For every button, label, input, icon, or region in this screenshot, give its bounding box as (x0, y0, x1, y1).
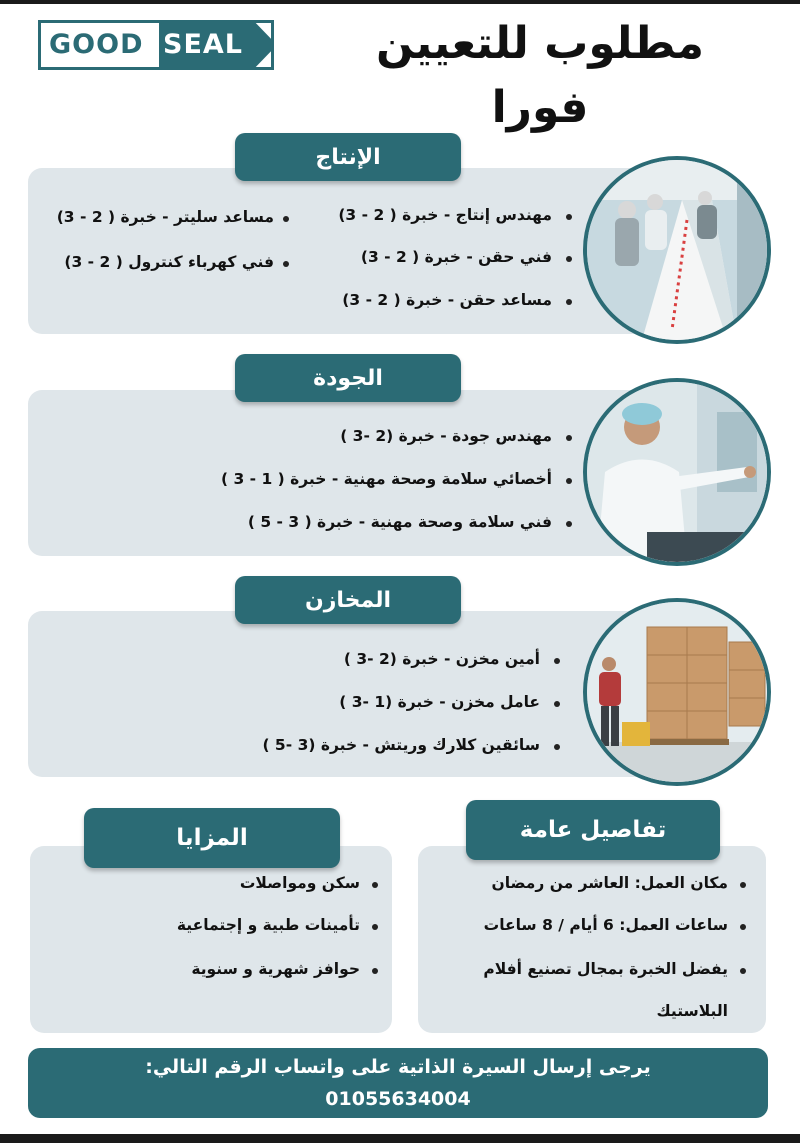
details-title: تفاصيل عامة (466, 800, 720, 860)
warehouses-item-1: أمين مخزن - خبرة (2 -3 ) (343, 650, 540, 668)
bullet (283, 261, 289, 267)
bullet (566, 256, 572, 262)
warehouses-title: المخازن (235, 576, 461, 624)
warehouse-photo (583, 598, 771, 786)
details-item-1: مكان العمل: العاشر من رمضان (491, 874, 728, 892)
quality-title: الجودة (235, 354, 461, 402)
benefits-item-3: حوافز شهرية و سنوية (191, 960, 360, 978)
bullet (566, 478, 572, 484)
bullet (566, 299, 572, 305)
bullet (283, 216, 289, 222)
bullet (372, 882, 378, 888)
bullet (554, 658, 560, 664)
production-title: الإنتاج (235, 133, 461, 181)
bullet (566, 214, 572, 220)
production-item-3: مساعد حقن - خبرة ( 2 - 3) (342, 291, 552, 309)
logo-text-good: GOOD (49, 29, 144, 60)
quality-item-3: فني سلامة وصحة مهنية - خبرة ( 3 - 5 ) (247, 513, 552, 531)
top-border (0, 0, 800, 4)
contact-instructions: يرجى إرسال السيرة الذاتية على واتساب الرقم التالي: (145, 1056, 651, 1078)
bullet (372, 924, 378, 930)
details-item-3-continued: البلاستيك (656, 1002, 728, 1020)
quality-item-2: أخصائي سلامة وصحة مهنية - خبرة ( 1 - 3 ) (220, 470, 552, 488)
warehouses-item-2: عامل مخزن - خبرة (1 -3 ) (339, 693, 540, 711)
bullet (566, 435, 572, 441)
warehouses-item-3: سائقين كلارك وريتش - خبرة (3 -5 ) (262, 736, 540, 754)
bullet (566, 521, 572, 527)
production-item-4: مساعد سليتر - خبرة ( 2 - 3) (56, 208, 274, 226)
production-panel (28, 168, 648, 334)
production-item-1: مهندس إنتاج - خبرة ( 2 - 3) (338, 206, 552, 224)
whatsapp-phone-number[interactable]: 01055634004 (325, 1088, 471, 1110)
bullet (740, 882, 746, 888)
benefits-item-2: تأمينات طبية و إجتماعية (176, 916, 360, 934)
details-item-3: يفضل الخبرة بمجال تصنيع أفلام (483, 960, 728, 978)
benefits-item-1: سكن ومواصلات (239, 874, 360, 892)
bullet (372, 968, 378, 974)
logo-text-seal: SEAL (163, 29, 243, 60)
bullet (740, 924, 746, 930)
quality-item-1: مهندس جودة - خبرة (2 -3 ) (340, 427, 552, 445)
bullet (740, 968, 746, 974)
bottom-border (0, 1134, 800, 1143)
contact-banner (28, 1048, 768, 1118)
goodseal-logo (38, 20, 274, 70)
production-item-2: فني حقن - خبرة ( 2 - 3) (360, 248, 552, 266)
production-item-5: فني كهرباء كنترول ( 2 - 3) (64, 253, 274, 271)
bullet (554, 744, 560, 750)
bullet (554, 701, 560, 707)
benefits-title: المزايا (84, 808, 340, 868)
production-line-photo (583, 156, 771, 344)
headline-hiring: مطلوب للتعيين (376, 18, 704, 69)
quality-engineer-photo (583, 378, 771, 566)
details-item-2: ساعات العمل: 6 أيام / 8 ساعات (483, 916, 728, 934)
headline-immediately: فورا (491, 82, 589, 133)
